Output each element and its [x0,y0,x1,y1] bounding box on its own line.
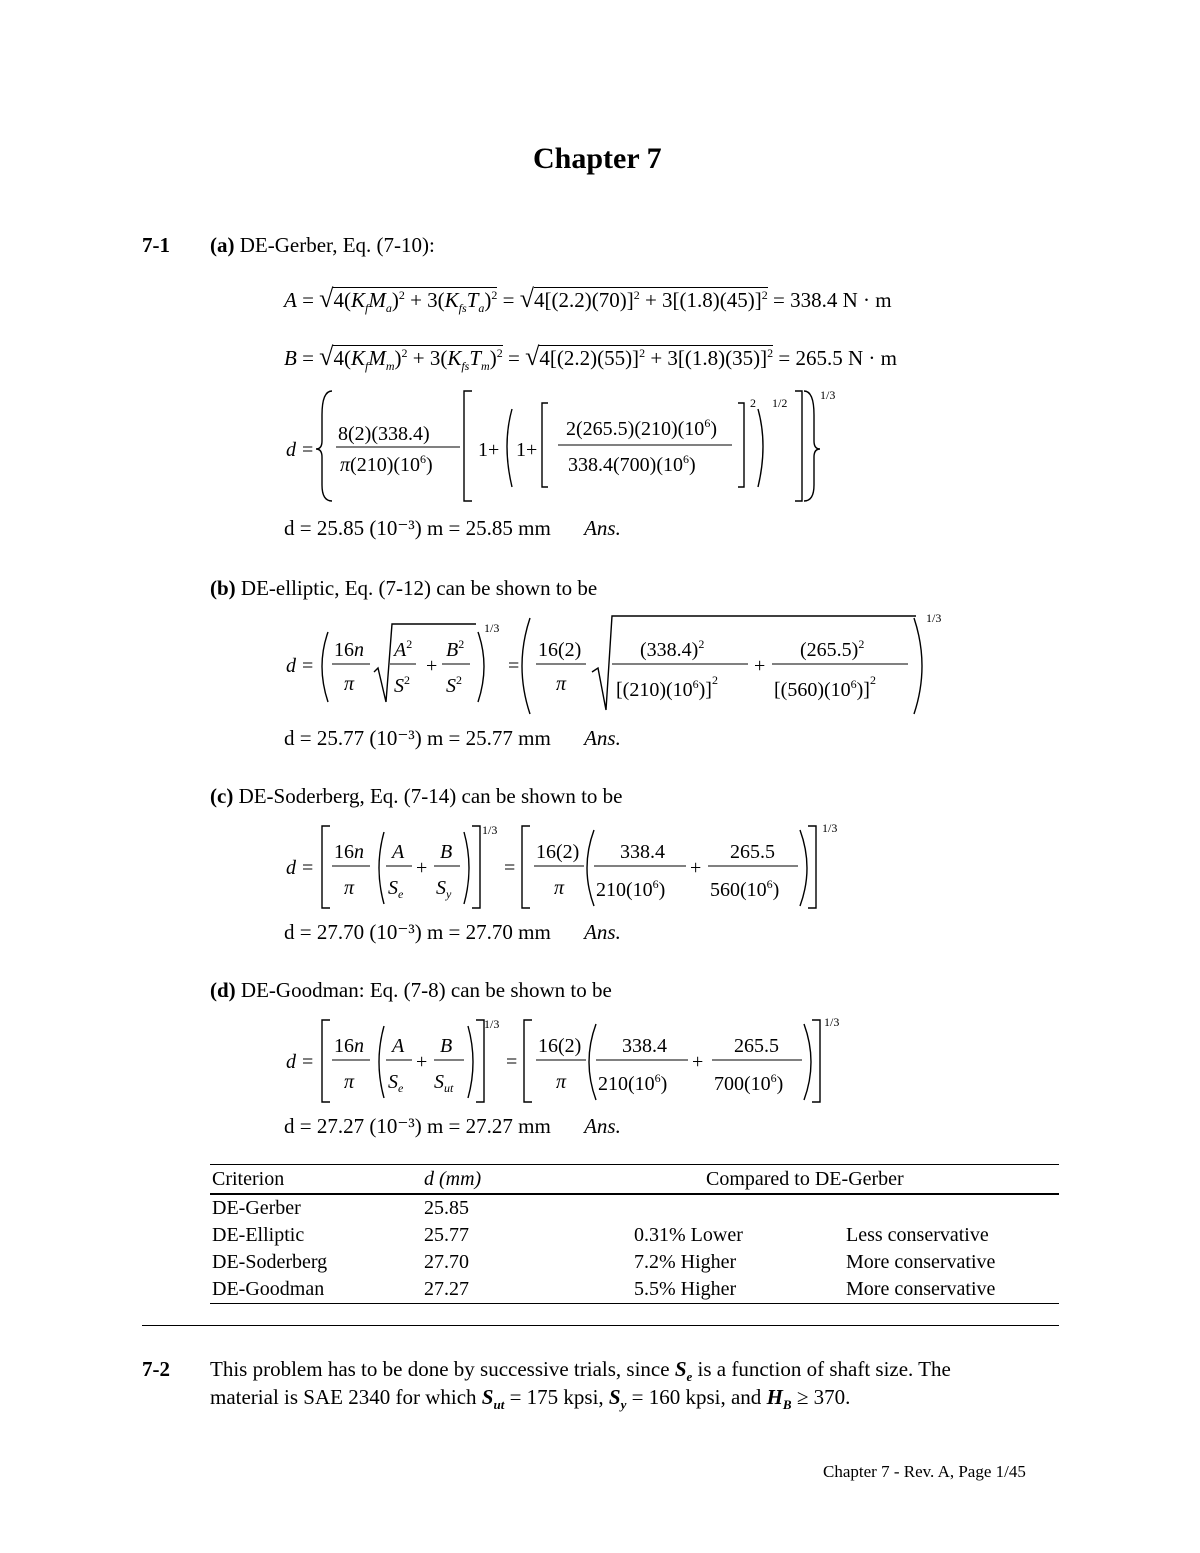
svg-text:A2: $A^2$ [394,637,413,661]
table-cell: 25.85 [424,1197,469,1219]
table-cell: DE-Gerber [212,1197,301,1219]
svg-text:+: + [416,1051,428,1073]
svg-text:d: d [286,857,296,879]
part-c-heading [210,784,623,809]
svg-text:π(210)(106): $\pi(210)(10^6)$ [340,452,433,476]
svg-text:2(265.5)(210)(106): $2(265.5)(210)(10^6)$ [566,416,717,440]
svg-text:338.4: 338.4 [620,841,665,863]
svg-text:2: 2 [750,396,756,410]
svg-text:A: A [392,1035,405,1057]
svg-text:Sy: $S_y$ [436,877,452,901]
svg-text:338.4: 338.4 [622,1035,667,1057]
svg-text:16(2): 16(2) [538,1035,582,1057]
svg-text:Se: $S_e$ [388,1071,404,1095]
svg-text:Se: $S_e$ [388,877,404,901]
svg-text:1/3: 1/3 [820,388,836,402]
part-a-text: DE-Gerber, Eq. (7-10): [239,233,435,257]
svg-text:B2: $B^2$ [446,637,465,661]
svg-text:d: d [286,655,296,677]
svg-text:560(106): $560(10^6)$ [710,877,780,901]
part-a-label: (a) [210,233,235,257]
svg-text:+: + [426,655,438,677]
svg-text:(265.5)2: $(265.5)^2$ [800,637,865,661]
svg-text:16(2): 16(2) [538,639,582,661]
page-title: Chapter 7 [533,142,662,175]
svg-text:1/3: 1/3 [822,821,838,835]
svg-text:S2: $S^2$ [394,673,410,697]
problem-7-2-line-2: material is SAE 2340 for which $S_{ut} = 175$ kpsi, $S_y = 160$ kpsi, and $H_B \ge 370$. [210,1385,851,1413]
part-d-ans: Ans. [584,1114,621,1138]
equation-A: $A = √4(K_fM_a)^2 + 3(K_{fs}T_a)^2 = √4[(2.2)(70)]^2 + 3[(1.8)(45)]^2 = 338.4$ N · m [284,284,892,316]
part-d-label: (d) [210,978,236,1002]
part-b-text: DE-elliptic, Eq. (7-12) can be shown to be [240,576,598,600]
part-c-label: (c) [210,784,234,808]
svg-text:+: + [690,857,702,879]
part-d-text: DE-Goodman: Eq. (7-8) can be shown to be [240,978,612,1002]
svg-text:1/3: 1/3 [484,1017,500,1031]
part-c-result: d = 27.70 (10⁻³) m = 27.70 mm Ans. [284,920,621,944]
svg-text:8(2)(338.4): 8(2)(338.4) [338,423,430,445]
svg-text:1/3: 1/3 [824,1015,840,1029]
part-b-ans: Ans. [584,726,621,750]
svg-text:16n: 16n [334,639,364,661]
table-header-d: d (mm) [424,1168,482,1190]
svg-text:(338.4)2: $(338.4)^2$ [640,637,705,661]
svg-text:=: = [302,439,314,461]
svg-text:1+: 1+ [516,439,538,461]
svg-text:338.4(700)(106): $338.4(700)(10^6)$ [568,452,696,476]
table-cell: More conservative [846,1278,996,1300]
part-b-label: (b) [210,576,236,600]
equation-d-gerber [280,385,840,510]
svg-text:π: π [344,877,355,899]
table-row [210,1249,1059,1276]
part-a-result: d = 25.85 (10⁻³) m = 25.85 mm Ans. [284,516,621,540]
table-cell: DE-Elliptic [212,1224,305,1246]
svg-text:265.5: 265.5 [734,1035,779,1057]
svg-text:π: π [556,673,567,695]
svg-text:=: = [506,1051,518,1073]
table-cell: DE-Goodman [212,1278,325,1300]
svg-text:1/2: 1/2 [772,396,788,410]
equation-B-value: = 265.5 N · m [778,346,897,370]
table-row [210,1195,1059,1222]
table-header-compared: Compared to DE-Gerber [706,1168,904,1190]
svg-text:265.5: 265.5 [730,841,775,863]
table-cell: DE-Soderberg [212,1251,328,1273]
svg-text:S2: $S^2$ [446,673,462,697]
equation-d-goodman [280,1012,840,1108]
part-c-text: DE-Soderberg, Eq. (7-14) can be shown to be [238,784,623,808]
table-cell: Less conservative [846,1224,989,1246]
equation-d-soderberg [280,818,840,914]
table-header-row [210,1166,1059,1195]
svg-text:d: d [286,1051,296,1073]
equation-A-value: = 338.4 N · m [773,288,892,312]
part-d-result: d = 27.27 (10⁻³) m = 27.27 mm Ans. [284,1114,621,1138]
svg-text:=: = [504,857,516,879]
svg-text:=: = [302,655,314,677]
svg-text:+: + [692,1051,704,1073]
svg-text:16(2): 16(2) [536,841,580,863]
svg-text:1/3: 1/3 [484,621,500,635]
svg-text:π: π [554,877,565,899]
equation-B: $B = √4(K_fM_m)^2 + 3(K_{fs}T_m)^2 = √4[(2.2)(55)]^2 + 3[(1.8)(35)]^2 = 265.5$ N · m [284,342,897,374]
svg-text:B: B [440,841,453,863]
part-d-heading [210,978,612,1003]
table-cell: 5.5% Higher [634,1278,737,1300]
part-b-heading [210,576,597,601]
svg-text:A: A [392,841,405,863]
svg-text:=: = [302,857,314,879]
table-cell: More conservative [846,1251,996,1273]
page-footer: Chapter 7 - Rev. A, Page 1/45 [823,1462,1026,1481]
svg-text:d: d [286,439,296,461]
svg-text:[(560)(106)]2: $[(560)(10^6)]^2$ [774,673,876,701]
problem-number-7-1: 7-1 [142,233,170,257]
problem-7-2-line-1: This problem has to be done by successive trials, since $S_e$ is a function of shaft size. The [210,1357,951,1385]
svg-text:210(106): $210(10^6)$ [596,877,666,901]
table-header-criterion: Criterion [212,1168,285,1190]
table-cell: 7.2% Higher [634,1251,737,1273]
table-cell: 0.31% Lower [634,1224,743,1246]
svg-text:B: B [440,1035,453,1057]
svg-text:π: π [556,1071,567,1093]
part-c-ans: Ans. [584,920,621,944]
svg-text:210(106): $210(10^6)$ [598,1071,668,1095]
table-cell: 27.27 [424,1278,469,1300]
problem-number-7-2: 7-2 [142,1357,170,1381]
svg-text:16n: 16n [334,1035,364,1057]
section-divider [142,1325,1059,1326]
part-b-result: d = 25.77 (10⁻³) m = 25.77 mm Ans. [284,726,621,750]
svg-text:700(106): $700(10^6)$ [714,1071,784,1095]
svg-text:=: = [302,1051,314,1073]
svg-text:=: = [508,655,520,677]
svg-text:1/3: 1/3 [482,823,498,837]
svg-text:π: π [344,673,355,695]
comparison-table [210,1166,1059,1304]
table-top-rule [210,1164,1059,1165]
svg-text:π: π [344,1071,355,1093]
svg-text:[(210)(106)]2: $[(210)(10^6)]^2$ [616,673,718,701]
svg-text:1+: 1+ [478,439,500,461]
svg-text:16n: 16n [334,841,364,863]
part-a-heading [210,233,435,258]
table-row [210,1222,1059,1249]
table-cell: 27.70 [424,1251,469,1273]
svg-text:+: + [754,655,766,677]
part-a-ans: Ans. [584,516,621,540]
table-row [210,1276,1059,1304]
equation-d-elliptic [280,610,945,720]
table-cell: 25.77 [424,1224,469,1246]
svg-text:Sut: $S_{ut}$ [434,1071,454,1095]
svg-text:+: + [416,857,428,879]
svg-text:1/3: 1/3 [926,611,942,625]
